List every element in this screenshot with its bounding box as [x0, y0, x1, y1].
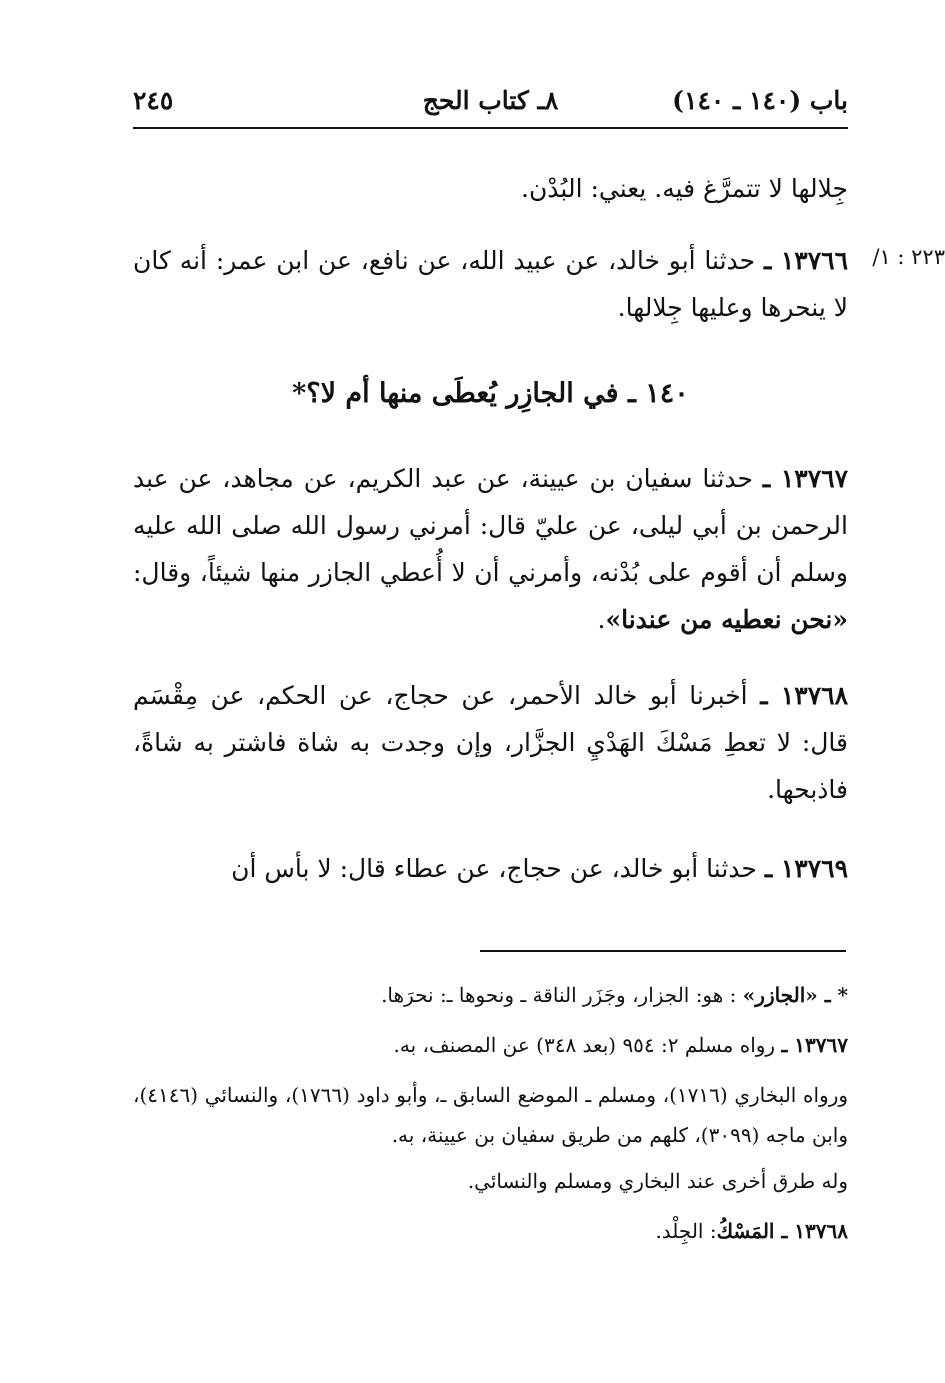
margin-reference: ٢٢٣ : ١/ [872, 245, 945, 269]
header-section: باب (١٤٠ ـ ١٤٠) [672, 86, 848, 115]
chapter-heading: ١٤٠ ـ في الجازِر يُعطَى منها أم لا؟* [292, 378, 689, 409]
footnote-number: ١٣٧٦٨ ـ [781, 1219, 848, 1243]
header-page-number: ٢٤٥ [133, 86, 174, 115]
footnote-term: المَسْكُ [716, 1219, 782, 1243]
footnote-text: : الجِلْد. [655, 1219, 717, 1243]
paragraph-continuation [133, 165, 848, 212]
hadith-text: حدثنا سفيان بن عيينة، عن عبد الكريم، عن مجاهد، عن عبد الرحمن بن أبي ليلى، عن عليّ قال: أمرني رسول الله صلى الله عليه وسلم أن أقوم على بُدْنه، وأمرني أن لا أُعطي الجازر منها شيئاً، وقال: [133, 464, 848, 587]
header-book-title: ٨ـ كتاب الحج [422, 86, 559, 115]
paragraph-text: جِلالها لا تتمرَّغ فيه. يعني: البُدْن. [521, 174, 848, 203]
hadith-number: ١٣٧٦٧ ـ [762, 464, 849, 493]
hadith-text: أخبرنا أبو خالد الأحمر، عن حجاج، عن الحكم، عن مِقْسَم قال: لا تعطِ مَسْكَ الهَدْيِ الجزَّار، وإن وجدت به شاة فاشتر به شاةً، فاذبحها. [133, 681, 848, 804]
hadith-number: ١٣٧٦٨ ـ [760, 681, 848, 710]
running-header [133, 78, 848, 120]
footnote-13768 [133, 1211, 848, 1251]
footnote-number: ١٣٧٦٧ ـ [781, 1033, 848, 1057]
hadith-text: حدثنا أبو خالد، عن عبيد الله، عن نافع، عن ابن عمر: أنه كان لا ينحرها وعليها جِلالها. [133, 246, 848, 322]
hadith-text-end: . [597, 605, 606, 634]
footnote-text: ورواه البخاري (١٧١٦)، ومسلم ـ الموضع السابق ـ، وأبو داود (١٧٦٦)، والنسائي (٤١٤٦)، وابن ماجه (٣٠٩٩)، كلهم من طريق سفيان بن عيينة، به. [133, 1083, 849, 1147]
footnote-definition [133, 975, 848, 1015]
footnotes [133, 975, 848, 1261]
hadith-text: حدثنا أبو خالد، عن حجاج، عن عطاء قال: لا بأس أن [231, 854, 765, 883]
footnote-13767 [133, 1025, 848, 1065]
hadith-number: ١٣٧٦٦ ـ [763, 246, 848, 275]
footnote-sources [133, 1075, 848, 1155]
footnote-text: رواه مسلم ٢: ٩٥٤ (بعد ٣٤٨) عن المصنف، به. [393, 1033, 782, 1057]
hadith-13767 [133, 455, 848, 643]
footnote-other-paths [133, 1161, 848, 1201]
header-divider [133, 127, 848, 129]
hadith-number: ١٣٧٦٩ ـ [764, 854, 848, 883]
footnote-text: وله طرق أخرى عند البخاري ومسلم والنسائي. [467, 1169, 848, 1193]
footnote-text: : هو: الجزار، وجَزَر الناقة ـ ونحوها ـ: نحرَها. [381, 983, 743, 1007]
hadith-13769 [133, 845, 848, 892]
footnote-divider [480, 950, 846, 952]
hadith-13768 [133, 672, 848, 813]
hadith-13766 [133, 237, 848, 331]
hadith-quote: «نحن نعطيه من عندنا» [605, 605, 848, 634]
footnote-term: * ـ «الجازر» [742, 983, 848, 1007]
